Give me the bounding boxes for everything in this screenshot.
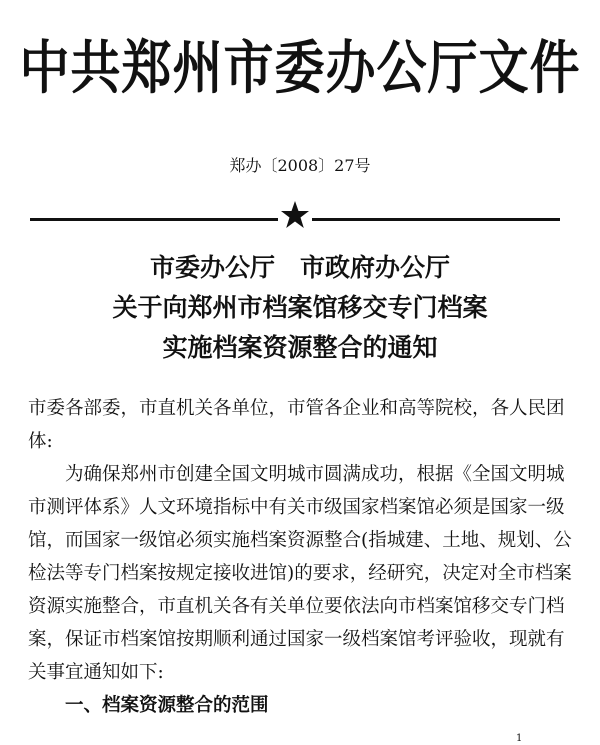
section-heading: 一、档案资源整合的范围 bbox=[65, 695, 269, 716]
page-number: 1 bbox=[516, 733, 523, 744]
title-line-3: 实施档案资源整合的通知 bbox=[162, 333, 438, 362]
document-masthead: 中共郑州市委办公厅文件 bbox=[19, 34, 581, 102]
body-paragraph: 为确保郑州市创建全国文明城市圆满成功，根据《全国文明城市测评体系》人文环境指标中有关市级国家档案馆必须是国家一级馆，而国家一级馆必须实施档案资源整合(指城建、土地、规划、公检法等专门档案按规定接收进馆)的要求，经研究，决定对全市档案资源实施整合，市直机关各有关单位要依法向市档案馆移交专门档案，保证市档案馆按期顺利通过国家一级档案馆考评验收，现就有关事宜通知如下: bbox=[28, 464, 572, 683]
red-line-left bbox=[30, 218, 278, 221]
red-line-right bbox=[312, 218, 560, 221]
salutation: 市委各部委，市直机关各单位，市管各企业和高等院校，各人民团体: bbox=[28, 398, 565, 452]
star-icon bbox=[280, 200, 310, 230]
document-body bbox=[28, 392, 578, 722]
title-line-2: 关于向郑州市档案馆移交专门档案 bbox=[112, 293, 488, 322]
title-line-1: 市委办公厅 市政府办公厅 bbox=[149, 253, 450, 282]
document-number: 郑办〔2008〕27号 bbox=[229, 156, 371, 175]
